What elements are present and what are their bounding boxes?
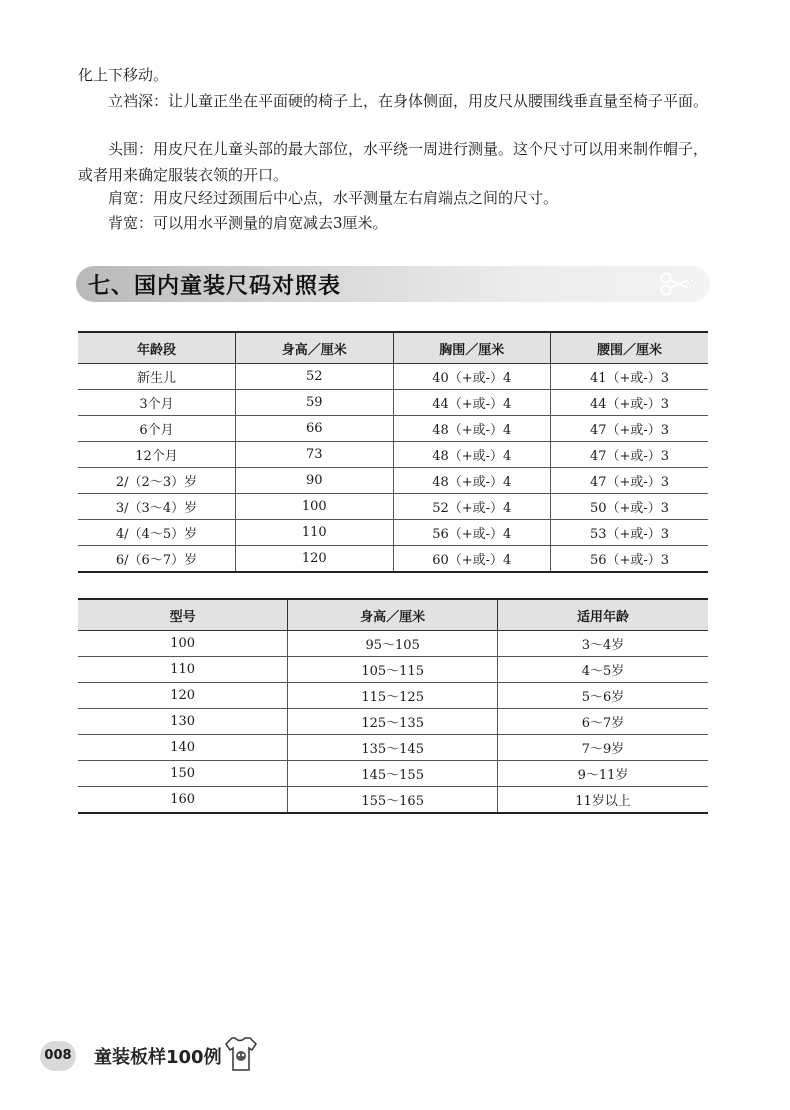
table-cell: 90 [236, 468, 394, 494]
table-cell: 44（+或-）3 [551, 390, 709, 416]
term-crotch-depth: 立裆深 [108, 92, 154, 110]
table-cell: 2/（2～3）岁 [78, 468, 236, 494]
table-row [78, 364, 708, 390]
table-cell: 4/（4～5）岁 [78, 520, 236, 546]
table-cell: 105～115 [288, 657, 498, 683]
table-cell: 115～125 [288, 683, 498, 709]
table-cell: 52 [236, 364, 394, 390]
table-row [78, 390, 708, 416]
table-cell: 100 [78, 631, 288, 657]
table-header-row [78, 332, 708, 364]
table-row [78, 468, 708, 494]
term-shoulder-width: 肩宽 [108, 189, 139, 207]
header-height: 身高／厘米 [288, 599, 498, 631]
paragraph-back-width [78, 210, 710, 236]
table-cell: 41（+或-）3 [551, 364, 709, 390]
table-cell: 60（+或-）4 [393, 546, 551, 573]
table-cell: 47（+或-）3 [551, 442, 709, 468]
table-row [78, 761, 708, 787]
text-shoulder-width: ：用皮尺经过颈围后中心点，水平测量左右肩端点之间的尺寸。 [138, 189, 559, 207]
table-cell: 6个月 [78, 416, 236, 442]
table-cell: 155～165 [288, 787, 498, 814]
table-cell: 11岁以上 [498, 787, 708, 814]
table-row [78, 657, 708, 683]
table-cell: 53（+或-）3 [551, 520, 709, 546]
text-head-circumference: ：用皮尺在儿童头部的最大部位，水平绕一周进行测量。这个尺寸可以用来制作帽子，或者用来确定服装衣领的开口。 [78, 140, 709, 184]
scissors-icon [658, 270, 698, 302]
table-cell: 7～9岁 [498, 735, 708, 761]
table-row [78, 520, 708, 546]
table-cell: 47（+或-）3 [551, 416, 709, 442]
table-cell: 150 [78, 761, 288, 787]
table-row [78, 442, 708, 468]
table-row [78, 416, 708, 442]
paragraph-head-circumference [78, 136, 710, 188]
table-cell: 120 [236, 546, 394, 573]
table-cell: 44（+或-）4 [393, 390, 551, 416]
table-cell: 3～4岁 [498, 631, 708, 657]
table-cell: 9～11岁 [498, 761, 708, 787]
header-applicable-age: 适用年龄 [498, 599, 708, 631]
paragraph-shoulder-width [78, 185, 710, 211]
table-cell: 140 [78, 735, 288, 761]
table-cell: 12个月 [78, 442, 236, 468]
table-cell: 145～155 [288, 761, 498, 787]
header-height: 身高／厘米 [236, 332, 394, 364]
table-header-row [78, 599, 708, 631]
table-cell: 新生儿 [78, 364, 236, 390]
table-row [78, 631, 708, 657]
table-cell: 5～6岁 [498, 683, 708, 709]
table-cell: 48（+或-）4 [393, 468, 551, 494]
table-cell: 120 [78, 683, 288, 709]
size-by-age-table [78, 331, 708, 573]
table-cell: 73 [236, 442, 394, 468]
table-cell: 48（+或-）4 [393, 416, 551, 442]
table-cell: 125～135 [288, 709, 498, 735]
paragraph-crotch-depth [78, 88, 710, 114]
header-age-group: 年龄段 [78, 332, 236, 364]
table-row [78, 735, 708, 761]
table-cell: 56（+或-）4 [393, 520, 551, 546]
section-heading-bar [76, 266, 710, 302]
table-row [78, 683, 708, 709]
section-title: 七、国内童装尺码对照表 [88, 274, 342, 299]
table-cell: 40（+或-）4 [393, 364, 551, 390]
text-crotch-depth: ：让儿童正坐在平面硬的椅子上，在身体侧面，用皮尺从腰围线垂直量至椅子平面。 [153, 92, 709, 110]
page-number: 008 [40, 1041, 76, 1071]
table-cell: 3/（3～4）岁 [78, 494, 236, 520]
table-row [78, 787, 708, 814]
table-row [78, 494, 708, 520]
table-cell: 95～105 [288, 631, 498, 657]
header-waist: 腰围／厘米 [551, 332, 709, 364]
table-row [78, 546, 708, 573]
table-cell: 110 [236, 520, 394, 546]
table-cell: 3个月 [78, 390, 236, 416]
header-model: 型号 [78, 599, 288, 631]
table-cell: 50（+或-）3 [551, 494, 709, 520]
text-back-width: ：可以用水平测量的肩宽减去3厘米。 [138, 214, 388, 232]
body-line-continuation: 化上下移动。 [78, 66, 169, 84]
table-cell: 59 [236, 390, 394, 416]
term-back-width: 背宽 [108, 214, 139, 232]
size-model-table [78, 598, 708, 814]
table-row [78, 709, 708, 735]
header-chest: 胸围／厘米 [393, 332, 551, 364]
table-cell: 110 [78, 657, 288, 683]
t-shirt-icon [222, 1034, 258, 1078]
table-cell: 130 [78, 709, 288, 735]
table-cell: 160 [78, 787, 288, 814]
term-head-circumference: 头围 [108, 140, 139, 158]
table-cell: 4～5岁 [498, 657, 708, 683]
table-cell: 52（+或-）4 [393, 494, 551, 520]
book-title: 童装板样100例 [94, 1047, 222, 1068]
table-cell: 56（+或-）3 [551, 546, 709, 573]
table-cell: 6～7岁 [498, 709, 708, 735]
table-cell: 47（+或-）3 [551, 468, 709, 494]
table-cell: 100 [236, 494, 394, 520]
table-cell: 48（+或-）4 [393, 442, 551, 468]
table-cell: 135～145 [288, 735, 498, 761]
table-cell: 6/（6～7）岁 [78, 546, 236, 573]
table-cell: 66 [236, 416, 394, 442]
